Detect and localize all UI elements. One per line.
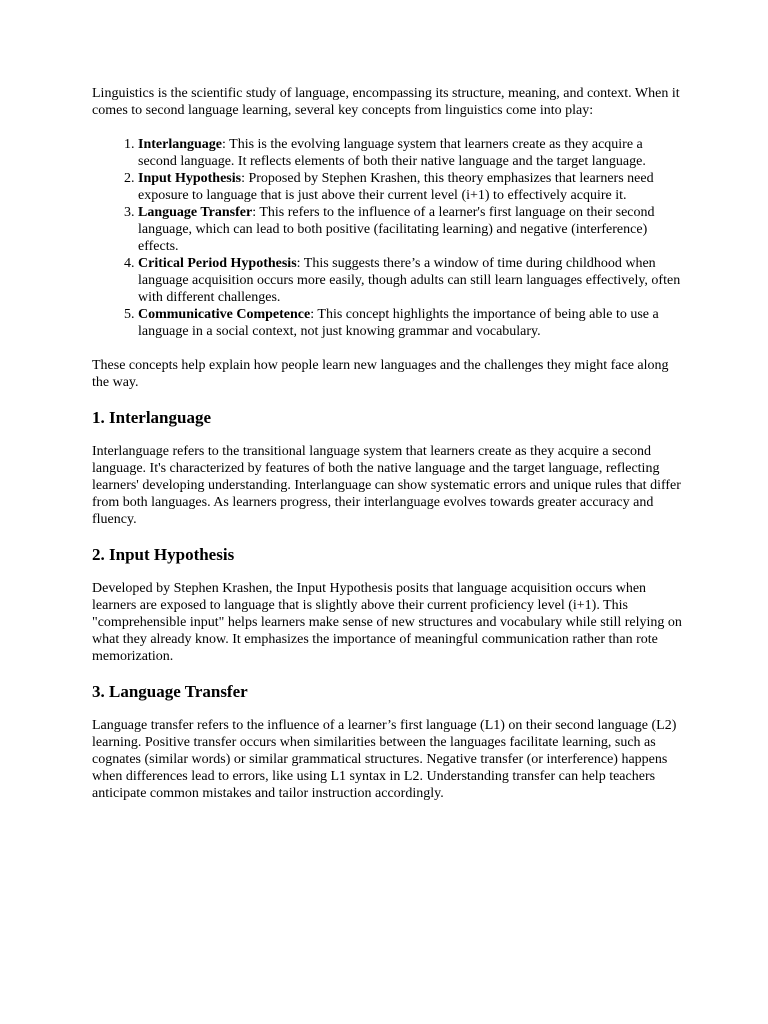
concept-term: Interlanguage xyxy=(138,137,222,152)
section-heading-language-transfer: 3. Language Transfer xyxy=(92,682,248,701)
list-item xyxy=(138,204,682,255)
concept-term: Critical Period Hypothesis xyxy=(138,256,297,271)
concept-term: Input Hypothesis xyxy=(138,171,242,186)
list-item xyxy=(138,255,682,306)
section-heading-input-hypothesis: 2. Input Hypothesis xyxy=(92,545,235,564)
document-page xyxy=(92,85,682,819)
list-item xyxy=(138,136,682,170)
concept-text: : This is the evolving language system that learners create as they acquire a second language. It reflects elements of both their native language and the target language. xyxy=(138,137,646,169)
section-body-language-transfer: Language transfer refers to the influence of a learner’s first language (L1) on their second language (L2) learning. Positive transfer occurs when similarities between the languages facilitate learning, such as cognates (similar words) or similar grammatical structures. Negative transfer (or interference) happens when differences lead to errors, like using L1 syntax in L2. Understanding transfer can help teachers anticipate common mistakes and tailor instruction accordingly. xyxy=(92,718,677,801)
list-item xyxy=(138,306,682,340)
concepts-list xyxy=(92,136,682,340)
concept-text: : Proposed by Stephen Krashen, this theory emphasizes that learners need exposure to language that is just above their current level (i+1) to effectively acquire it. xyxy=(138,171,654,203)
concept-term: Communicative Competence xyxy=(138,307,311,322)
summary-paragraph: These concepts help explain how people learn new languages and the challenges they might face along the way. xyxy=(92,358,669,390)
concept-text: : This refers to the influence of a learner's first language on their second language, which can lead to both positive (facilitating learning) and negative (interference) effects. xyxy=(138,205,655,254)
section-body-interlanguage: Interlanguage refers to the transitional language system that learners create as they acquire a second language. It's characterized by features of both the native language and the target language, reflecting learners' developing understanding. Interlanguage can show systematic errors and unique rules that differ from both languages. As learners progress, their interlanguage evolves towards greater accuracy and fluency. xyxy=(92,444,681,527)
section-heading-interlanguage: 1. Interlanguage xyxy=(92,408,211,427)
concept-term: Language Transfer xyxy=(138,205,253,220)
section-body-input-hypothesis: Developed by Stephen Krashen, the Input Hypothesis posits that language acquisition occurs when learners are exposed to language that is slightly above their current proficiency level (i+1). This "comprehensible input" helps learners make sense of new structures and vocabulary while still relying on what they already know. It emphasizes the importance of meaningful communication rather than rote memorization. xyxy=(92,581,682,664)
intro-paragraph: Linguistics is the scientific study of language, encompassing its structure, meaning, and context. When it comes to second language learning, several key concepts from linguistics come into play: xyxy=(92,86,680,118)
list-item xyxy=(138,170,682,204)
concept-text: : This suggests there’s a window of time during childhood when language acquisition occurs more easily, though adults can still learn languages effectively, often with different challenges. xyxy=(138,256,681,305)
concept-text: : This concept highlights the importance of being able to use a language in a social context, not just knowing grammar and vocabulary. xyxy=(138,307,659,339)
